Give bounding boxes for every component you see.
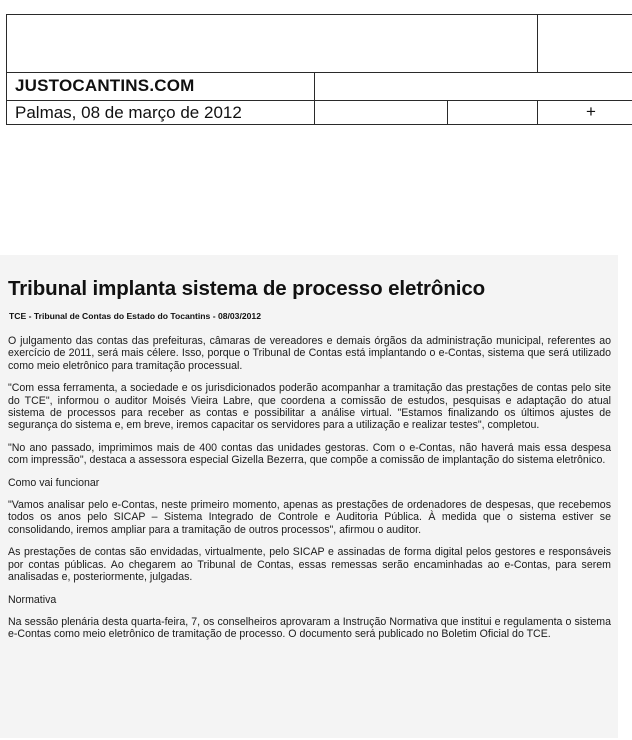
dateline: Palmas, 08 de março de 2012 — [15, 103, 242, 122]
table-col-divider — [537, 14, 538, 73]
article-paragraph: As prestações de contas são envidadas, virtualmente, pelo SICAP e assinadas de forma digital pelos gestores e responsáveis por contas públicas. Ao chegarem ao Tribunal de Contas, essas remessas serão encaminhadas ao e-Contas, para serem analisadas e, posteriormente, julgadas. — [8, 546, 611, 584]
table-col-divider — [537, 100, 538, 125]
table-border-top — [6, 14, 632, 15]
article-paragraph: "No ano passado, imprimimos mais de 400 contas das unidades gestoras. Com o e-Contas, não haverá mais essa despesa com impressão", destaca a assessora especial Gizella Bezerra, que compõe a comissão de implantação do sistema eletrônico. — [8, 441, 611, 467]
table-row-divider — [6, 72, 632, 73]
clipping-header-table — [6, 14, 632, 125]
table-col-divider — [314, 72, 315, 125]
source-name: JUSTOCANTINS.COM — [15, 76, 195, 95]
article-paragraph: "Com essa ferramenta, a sociedade e os jurisdicionados poderão acompanhar a tramitação das prestações de contas pelo site do TCE", informou o auditor Moisés Vieira Labre, que coordena a comissão de estudos, pesquisas e adaptação do atual sistema de processos para receber as contas e possibilitar a análise virtual. "Estamos finalizando os últimos ajustes de segurança do sistema e, em breve, iremos capacitar os servidores para a utilização e realizar testes", completou. — [8, 382, 611, 432]
article-paragraph: O julgamento das contas das prefeituras, câmaras de vereadores e demais órgãos da administração municipal, referentes ao exercício de 2011, será mais célere. Isso, porque o Tribunal de Contas está implantando o e-Contas, sistema que será utilizado como meio eletrônico para tramitação processual. — [8, 335, 611, 372]
table-border-left — [6, 14, 7, 125]
article-clipping — [0, 255, 618, 738]
article-title: Tribunal implanta sistema de processo eletrônico — [8, 277, 486, 300]
article-paragraph: "Vamos analisar pelo e-Contas, neste primeiro momento, apenas as prestações de ordenadores de despesas, que recebemos todos os anos pelo SICAP – Sistema Integrado de Controle e Auditoria Pública. À medida que o sistema estiver se consolidando, iremos ampliar para a tramitação de outros processos", afirmou o auditor. — [8, 499, 611, 536]
article-source-line: TCE - Tribunal de Contas do Estado do Tocantins - 08/03/2012 — [9, 311, 261, 321]
article-subheading: Normativa — [8, 593, 57, 606]
table-border-bottom — [6, 124, 632, 125]
article-subheading: Como vai funcionar — [8, 476, 100, 489]
article-paragraph: Na sessão plenária desta quarta-feira, 7, os conselheiros aprovaram a Instrução Normativa que institui e regulamenta o sistema e-Contas como meio eletrônico de tramitação de processo. O documento será publicado no Boletim Oficial do TCE. — [8, 615, 611, 641]
plus-icon: + — [586, 102, 596, 121]
table-col-divider — [447, 100, 448, 125]
table-row-divider — [6, 100, 632, 101]
article-body — [8, 335, 611, 651]
